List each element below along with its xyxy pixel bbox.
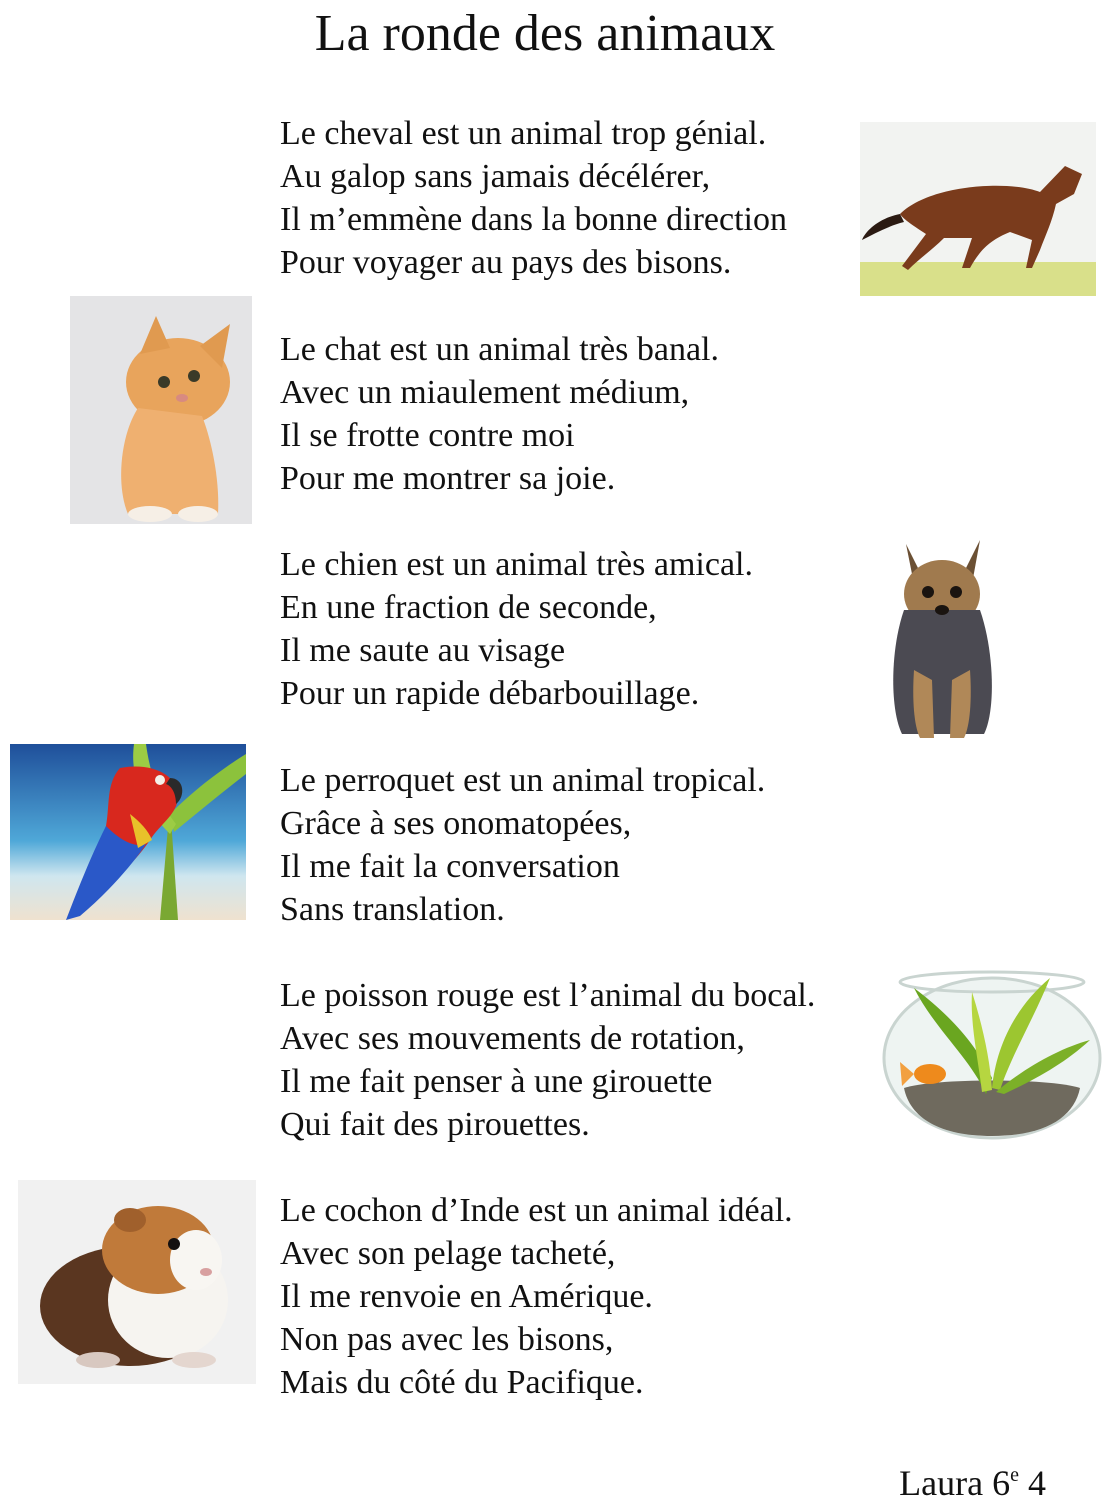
author-name: Laura 6 xyxy=(899,1463,1011,1503)
puppy-photo xyxy=(884,530,1002,744)
stanza-line: En une fraction de seconde, xyxy=(280,589,657,626)
stanza-line: Pour voyager au pays des bisons. xyxy=(280,244,732,281)
horse-photo xyxy=(860,122,1096,296)
stanza-line: Qui fait des pirouettes. xyxy=(280,1106,590,1143)
stanza-line: Il me renvoie en Amérique. xyxy=(280,1278,653,1315)
stanza-horse xyxy=(280,112,787,284)
stanza-line: Pour un rapide débarbouillage. xyxy=(280,675,700,712)
stanza-line: Le cochon d’Inde est un animal idéal. xyxy=(280,1192,793,1229)
stanza-line: Le cheval est un animal trop génial. xyxy=(280,115,767,152)
stanza-line: Avec un miaulement médium, xyxy=(280,374,690,411)
stanza-line: Grâce à ses onomatopées, xyxy=(280,805,632,842)
stanza-line: Il me saute au visage xyxy=(280,632,566,669)
class-number: 4 xyxy=(1019,1463,1046,1503)
stanza-line: Sans translation. xyxy=(280,891,505,928)
stanza-line: Avec son pelage tacheté, xyxy=(280,1235,616,1272)
guinea-pig-photo xyxy=(18,1180,256,1384)
stanza-line: Pour me montrer sa joie. xyxy=(280,460,616,497)
class-superscript: e xyxy=(1010,1464,1019,1486)
goldfish-bowl-photo xyxy=(874,968,1110,1144)
stanza-dog xyxy=(280,543,753,715)
stanza-line: Le chien est un animal très amical. xyxy=(280,546,753,583)
stanza-cat xyxy=(280,328,719,500)
stanza-line: Il me fait penser à une girouette xyxy=(280,1063,713,1100)
author-signature xyxy=(899,1452,1046,1506)
parrot-photo xyxy=(10,744,246,920)
stanza-guinea-pig xyxy=(280,1189,793,1404)
stanza-line: Il se frotte contre moi xyxy=(280,417,575,454)
stanza-line: Il me fait la conversation xyxy=(280,848,620,885)
stanza-line: Le poisson rouge est l’animal du bocal. xyxy=(280,977,816,1014)
kitten-photo xyxy=(70,296,252,524)
stanza-line: Le perroquet est un animal tropical. xyxy=(280,762,766,799)
stanza-line: Mais du côté du Pacifique. xyxy=(280,1364,644,1401)
stanza-line: Il m’emmène dans la bonne direction xyxy=(280,201,787,238)
stanza-parrot xyxy=(280,759,765,931)
stanza-line: Le chat est un animal très banal. xyxy=(280,331,719,368)
poem-title: La ronde des animaux xyxy=(314,5,776,62)
stanza-line: Avec ses mouvements de rotation, xyxy=(280,1020,745,1057)
stanza-line: Au galop sans jamais décélérer, xyxy=(280,158,711,195)
stanza-line: Non pas avec les bisons, xyxy=(280,1321,614,1358)
stanza-fish xyxy=(280,974,815,1146)
